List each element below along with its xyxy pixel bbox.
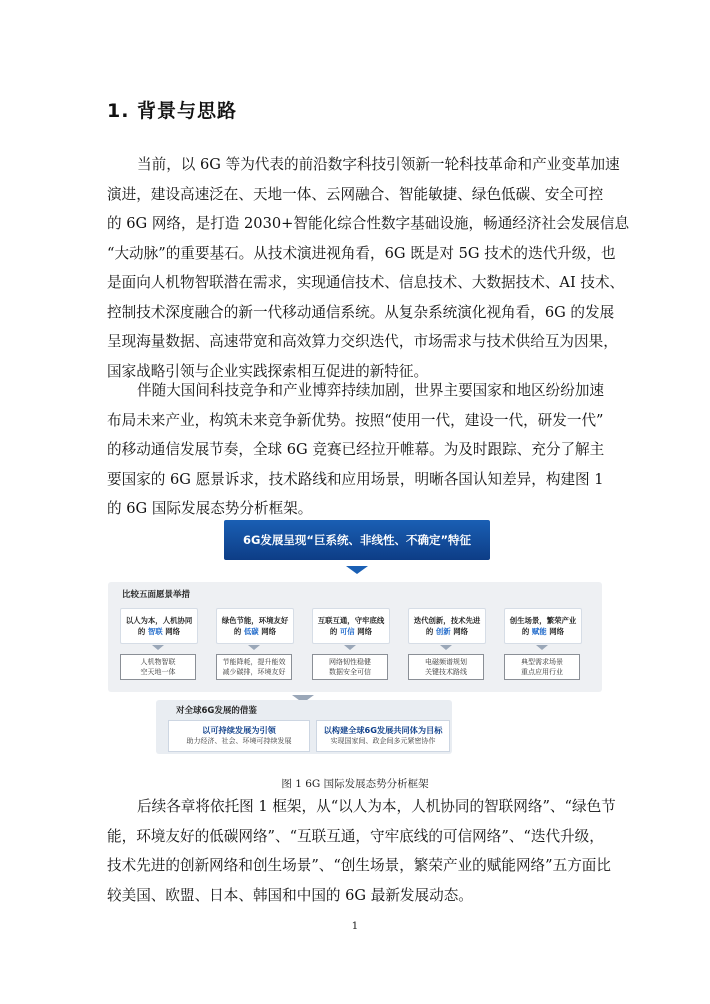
goal-highlight: 可信 (339, 627, 355, 636)
detail-box: 人机物智联 空天地一体 (120, 654, 196, 680)
text-line: 演进，建设高速泛在、天地一体、云网融合、智能敏捷、绿色低碳、安全可控 (107, 185, 604, 203)
goal-line: 的 赋能 网络 (521, 627, 565, 636)
down-arrow-icon (344, 645, 356, 650)
down-arrow-icon (440, 645, 452, 650)
goal-box (504, 608, 582, 644)
goal-line: 以人为本，人机协同 (125, 616, 193, 625)
down-arrow-icon (152, 645, 164, 650)
text-line: 国家战略引领与企业实践探索相互促进的新特征。 (107, 362, 429, 380)
detail-box: 节能降耗，提升能效 减少碳排，环境友好 (216, 654, 292, 680)
vision-panel (108, 582, 602, 692)
goal-highlight: 创新 (435, 627, 451, 636)
goal-highlight: 低碳 (243, 627, 259, 636)
figure-caption: 图 1 6G 国际发展态势分析框架 (281, 778, 429, 790)
text-line: 布局未来产业，构筑未来竞争新优势。按照“使用一代，建设一代，研发一代” (107, 411, 604, 429)
goal-box (312, 608, 390, 644)
text-line: 当前，以 6G 等为代表的前沿数字科技引领新一轮科技革命和产业变革加速 (137, 156, 620, 173)
down-arrow-icon (536, 645, 548, 650)
panel-title: 比较五面愿景举措 (122, 590, 191, 600)
lessons-panel (156, 700, 452, 754)
text-line: 伴随大国间科技竞争和产业博弈持续加剧，世界主要国家和地区纷纷加速 (137, 382, 605, 399)
detail-box: 网络韧性稳健 数据安全可信 (312, 654, 388, 680)
goal-box (216, 608, 294, 644)
goal-line: 迭代创新，技术先进 (413, 616, 481, 625)
text-line: 技术先进的创新网络和创生场景”、“创生场景，繁荣产业的赋能网络”五方面比 (107, 857, 611, 874)
detail-box: 电磁频谱规划 关键技术路线 (408, 654, 484, 680)
lesson-subtitle: 实现国家间、政企间多元紧密协作 (330, 737, 436, 745)
page-number: 1 (351, 920, 359, 932)
text-line: 是面向人机物智联潜在需求，实现通信技术、信息技术、大数据技术、AI 技术、 (107, 274, 625, 291)
goal-highlight: 赋能 (531, 627, 547, 636)
goal-box (120, 608, 198, 644)
goal-line: 的 可信 网络 (329, 627, 373, 636)
lesson-box (316, 720, 450, 752)
detail-box: 典型需求场景 重点应用行业 (504, 654, 580, 680)
goal-line: 创生场景，繁荣产业 (509, 616, 577, 625)
goal-line: 的 低碳 网络 (233, 627, 277, 636)
goal-line: 的 创新 网络 (425, 627, 469, 636)
down-arrow-icon (248, 645, 260, 650)
text-line: 的 6G 网络，是打造 2030+智能化综合性数字基础设施，畅通经济社会发展信息 (107, 215, 630, 232)
text-line: 要国家的 6G 愿景诉求，技术路线和应用场景，明晰各国认知差异，构建图 1 (107, 470, 604, 488)
text-line: 后续各章将依托图 1 框架，从“以人为本，人机协同的智联网络”、“绿色节 (137, 798, 616, 815)
text-line: 能，环境友好的低碳网络”、“互联互通，守牢底线的可信网络”、“迭代升级， (107, 827, 604, 845)
lesson-subtitle: 助力经济、社会、环境可持续发展 (186, 737, 292, 745)
goal-line: 的 智联 网络 (137, 627, 181, 636)
paragraph-background (107, 150, 630, 386)
text-line: 控制技术深度融合的新一代移动通信系统。从复杂系统演化视角看，6G 的发展 (107, 303, 615, 321)
framework-figure (108, 520, 604, 760)
lesson-box (168, 720, 310, 752)
lesson-title: 以可持续发展为引领 (202, 725, 276, 735)
text-line: 的 6G 国际发展态势分析框架。 (107, 500, 313, 517)
goal-box (408, 608, 486, 644)
text-line: 较美国、欧盟、日本、韩国和中国的 6G 最新发展动态。 (107, 886, 473, 904)
lesson-title: 以构建全球6G发展共同体为目标 (323, 725, 443, 735)
paragraph-outline (107, 792, 616, 910)
goal-line: 互联互通，守牢底线 (317, 616, 385, 625)
down-arrow-icon (346, 566, 368, 574)
section-heading: 1. 背景与思路 (107, 100, 238, 122)
text-line: 呈现海量数据、高速带宽和高效算力交织迭代，市场需求与技术供给互为因果， (107, 333, 618, 350)
paragraph-competition (107, 376, 603, 524)
figure-banner: 6G发展呈现“巨系统、非线性、不确定”特征 (224, 520, 490, 560)
panel-title: 对全球6G发展的借鉴 (176, 706, 257, 716)
goal-highlight: 智联 (147, 627, 163, 636)
goal-line: 绿色节能，环境友好 (221, 616, 289, 625)
text-line: 的移动通信发展节奏，全球 6G 竞赛已经拉开帷幕。为及时跟踪、充分了解主 (107, 441, 605, 458)
text-line: “大动脉”的重要基石。从技术演进视角看，6G 既是对 5G 技术的迭代升级，也 (107, 244, 616, 262)
